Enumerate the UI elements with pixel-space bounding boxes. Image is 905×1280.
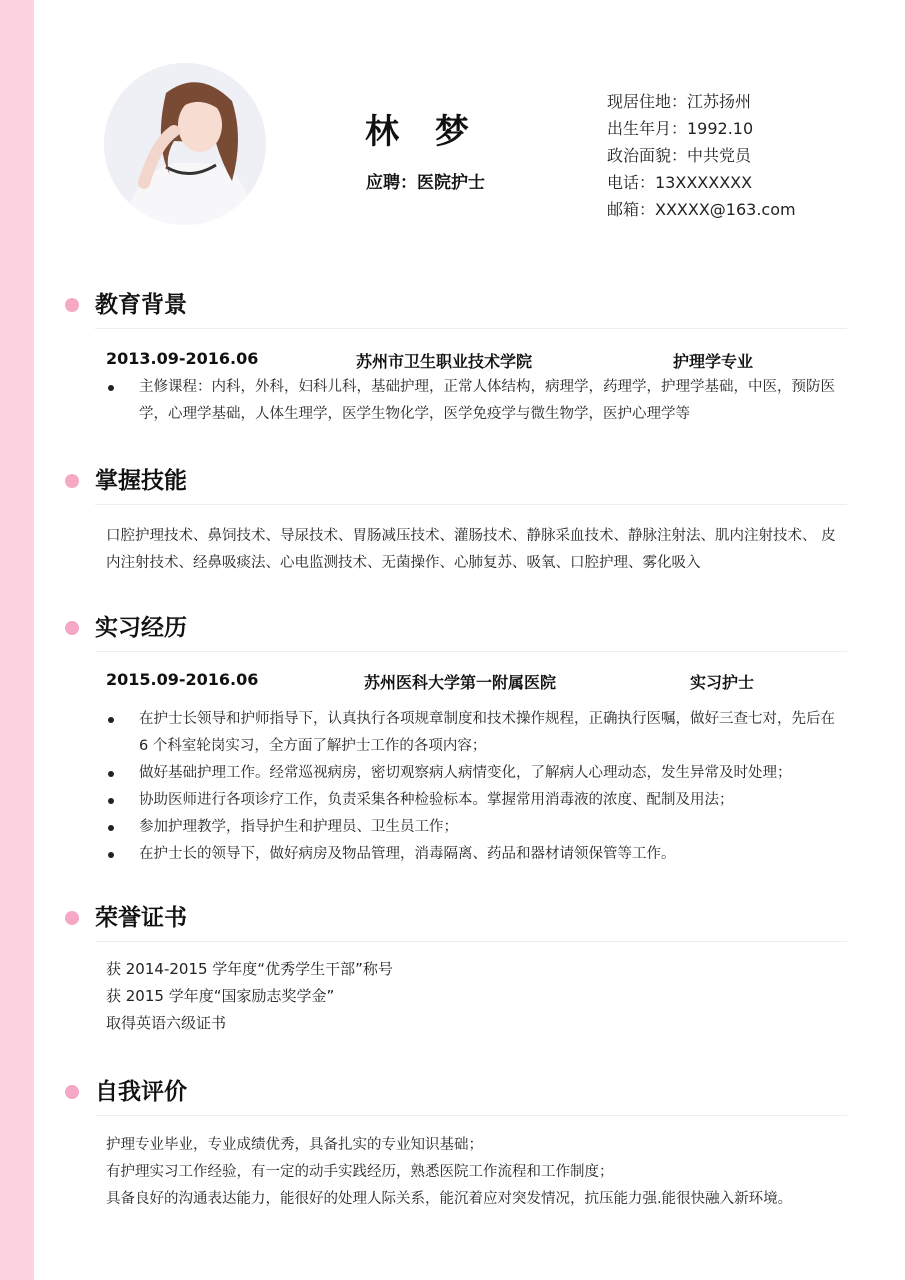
honors-list xyxy=(106,956,848,1037)
section-dot-icon xyxy=(65,1085,79,1099)
section-title: 荣誉证书 xyxy=(95,905,187,931)
section-title: 自我评价 xyxy=(95,1079,187,1105)
list-item: 获 2015 学年度“国家励志奖学金” xyxy=(106,987,335,1005)
internship-role: 实习护士 xyxy=(690,673,755,692)
education-period: 2013.09-2016.06 xyxy=(106,349,259,368)
education-section xyxy=(0,286,905,422)
section-dot-icon xyxy=(65,621,79,635)
self-evaluation-list xyxy=(106,1132,848,1213)
list-item: 护理专业毕业，专业成绩优秀，具备扎实的专业知识基础； xyxy=(106,1137,483,1153)
list-item: 获 2014-2015 学年度“优秀学生干部”称号 xyxy=(106,960,393,978)
list-item: 具备良好的沟通表达能力，能很好的处理人际关系，能沉着应对突发情况，抗压能力强.能很快融入新环境。 xyxy=(106,1191,793,1207)
list-item: 在护士长的领导下，做好病房及物品管理，消毒隔离、药品和器材请领保管等工作。 xyxy=(106,841,846,868)
contact-phone: 电话：13XXXXXXX xyxy=(607,173,753,192)
section-title: 掌握技能 xyxy=(95,468,187,494)
section-dot-icon xyxy=(65,474,79,488)
internship-hospital: 苏州医科大学第一附属医院 xyxy=(364,673,557,692)
honors-section xyxy=(0,899,905,1032)
section-divider xyxy=(95,651,847,652)
section-dot-icon xyxy=(65,911,79,925)
skills-section xyxy=(0,462,905,571)
contact-birth: 出生年月：1992.10 xyxy=(607,119,754,138)
section-title: 教育背景 xyxy=(95,292,187,318)
self-evaluation-section xyxy=(0,1073,905,1207)
list-item: 有护理实习工作经验，有一定的动手实践经历，熟悉医院工作流程和工作制度； xyxy=(106,1164,614,1180)
education-major: 护理学专业 xyxy=(673,352,754,371)
contact-residence: 现居住地：江苏扬州 xyxy=(607,92,752,111)
internship-section xyxy=(0,609,905,862)
section-divider xyxy=(95,941,847,942)
candidate-name: 林 梦 xyxy=(365,112,481,152)
list-item: 做好基础护理工作。经常巡视病房，密切观察病人病情变化，了解病人心理动态，发生异常及时处理； xyxy=(106,760,846,787)
contact-email: 邮箱：XXXXX@163.com xyxy=(607,200,796,219)
education-courses-list xyxy=(106,374,846,428)
section-dot-icon xyxy=(65,298,79,312)
list-item: 取得英语六级证书 xyxy=(106,1014,227,1032)
contact-info xyxy=(607,88,796,223)
profile-photo xyxy=(104,63,266,225)
applied-position: 应聘：医院护士 xyxy=(366,173,485,193)
section-divider xyxy=(95,504,847,505)
education-courses: 主修课程：内科，外科，妇科儿科，基础护理，正常人体结构，病理学，药理学，护理学基础，中医，预防医学，心理学基础，人体生理学，医学生物化学，医学免疫学与微生物学，医护心理学等 xyxy=(106,374,846,428)
education-school: 苏州市卫生职业技术学院 xyxy=(356,352,533,371)
list-item: 参加护理教学，指导护生和护理员、卫生员工作； xyxy=(106,814,846,841)
section-divider xyxy=(95,328,847,329)
list-item: 协助医师进行各项诊疗工作，负责采集各种检验标本。掌握常用消毒液的浓度、配制及用法； xyxy=(106,787,846,814)
skills-text: 口腔护理技术、鼻饲技术、导尿技术、胃肠减压技术、灌肠技术、静脉采血技术、静脉注射法、肌内注射技术、 皮内注射技术、经鼻吸痰法、心电监测技术、无菌操作、心肺复苏、吸氧、口腔护理、雾化吸入 xyxy=(106,528,836,571)
section-divider xyxy=(95,1115,847,1116)
contact-political: 政治面貌：中共党员 xyxy=(607,146,752,165)
internship-duties-list xyxy=(106,706,846,868)
internship-period: 2015.09-2016.06 xyxy=(106,670,259,689)
section-title: 实习经历 xyxy=(95,615,187,641)
list-item: 在护士长领导和护师指导下，认真执行各项规章制度和技术操作规程，正确执行医嘱，做好三查七对，先后在 6 个科室轮岗实习，全方面了解护士工作的各项内容； xyxy=(106,706,846,760)
